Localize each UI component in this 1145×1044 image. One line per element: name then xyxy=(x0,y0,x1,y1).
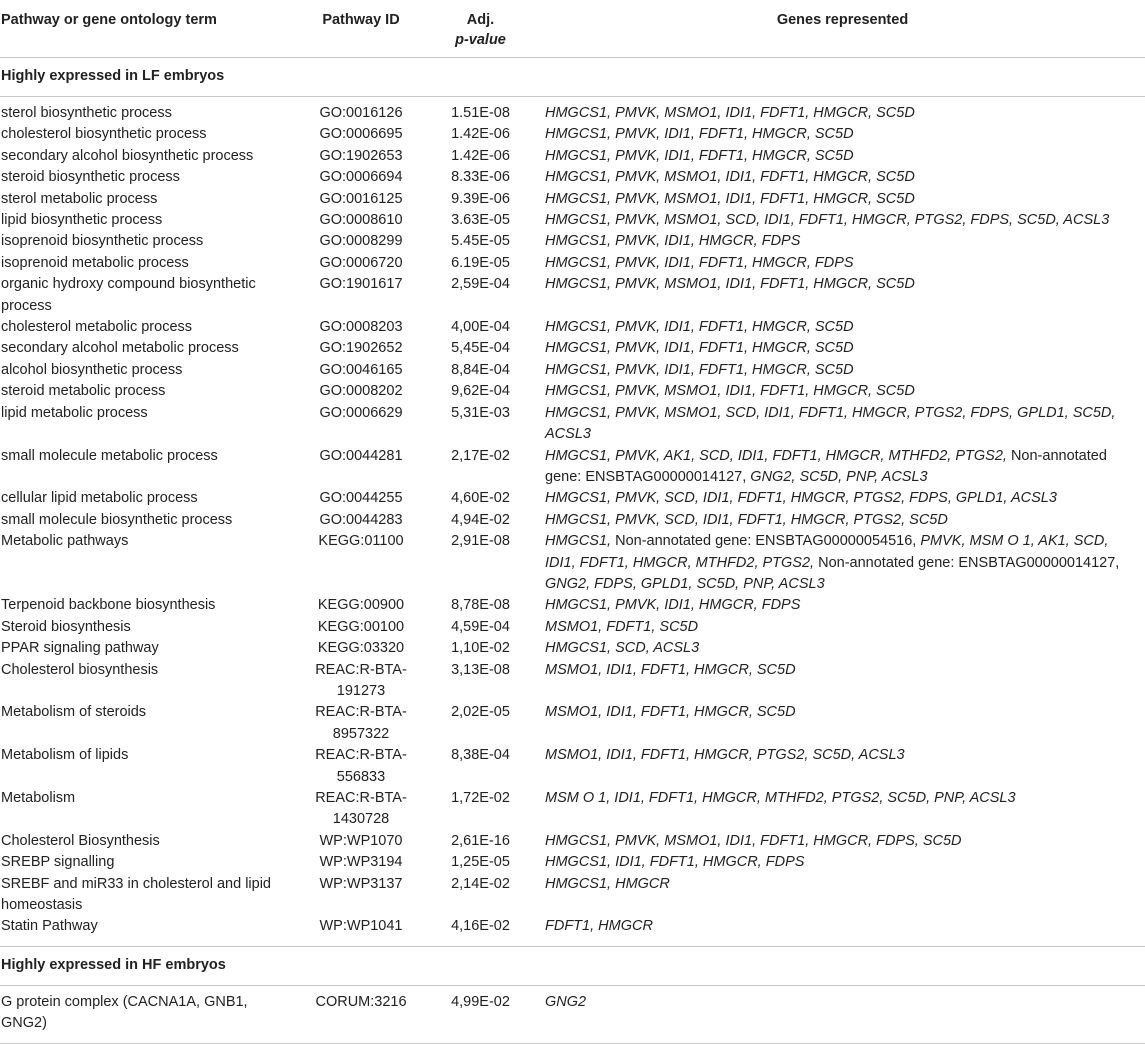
pathway-id: GO:0016125 xyxy=(319,190,403,207)
genes-represented xyxy=(540,274,1145,317)
pathway-term: cholesterol metabolic process xyxy=(1,319,193,336)
pathway-id: GO:0006720 xyxy=(319,254,403,271)
gene-list: HMGCS1, PMVK, MSMO1, IDI1, FDFT1, HMGCR, SC5D xyxy=(545,190,915,207)
gene-list: PMVK, MSM O 1, AK1, SCD, IDI1, FDFT1, HMGCR, MTHFD2, PTGS2, xyxy=(545,533,1109,571)
gene-list: HMGCS1, PMVK, IDI1, HMGCR, FDPS xyxy=(545,597,801,614)
table-row xyxy=(0,617,1145,638)
adj-p-value: 4,94E-02 xyxy=(451,511,510,528)
table-row xyxy=(0,831,1145,852)
gene-list: HMGCS1, PMVK, IDI1, FDFT1, HMGCR, SC5D xyxy=(545,147,854,164)
adj-p-value: 2,14E-02 xyxy=(451,875,510,892)
gene-list: HMGCS1, PMVK, IDI1, FDFT1, HMGCR, SC5D xyxy=(545,361,854,378)
pathway-id: GO:0006695 xyxy=(319,126,403,143)
pathway-term: sterol biosynthetic process xyxy=(1,105,172,121)
adj-p-value: 4,60E-02 xyxy=(451,490,510,507)
pathway-term: isoprenoid biosynthetic process xyxy=(1,233,204,250)
genes-represented xyxy=(540,124,1145,145)
table-row xyxy=(0,189,1145,210)
table-row xyxy=(0,210,1145,231)
pathway-id: KEGG:03320 xyxy=(317,640,405,657)
gene-list: HMGCS1, PMVK, MSMO1, SCD, IDI1, FDFT1, HMGCR, PTGS2, FDPS, GPLD1, SC5D, ACSL3 xyxy=(545,404,1116,443)
adj-p-value: 3,13E-08 xyxy=(451,661,510,678)
pathway-id: REAC:R-BTA-556833 xyxy=(315,747,407,785)
pathway-term: organic hydroxy compound biosynthetic process xyxy=(1,276,256,314)
table-row xyxy=(0,874,1145,917)
pathway-term: SREBF and miR33 in cholesterol and lipid homeostasis xyxy=(1,875,271,914)
gene-list: HMGCS1, PMVK, IDI1, FDFT1, HMGCR, SC5D xyxy=(545,319,854,336)
adj-p-value: 5,31E-03 xyxy=(451,404,510,421)
genes-represented xyxy=(540,874,1145,917)
table-row xyxy=(0,338,1145,359)
adj-p-value: 9,62E-04 xyxy=(451,383,510,400)
section-header-row xyxy=(0,946,1145,985)
pathway-term: Cholesterol Biosynthesis xyxy=(1,832,160,849)
pathway-id: REAC:R-BTA-1430728 xyxy=(315,790,407,828)
pathway-term: Metabolism of steroids xyxy=(1,704,147,721)
pathway-id: GO:0016126 xyxy=(319,105,403,121)
adj-p-value: 4,59E-04 xyxy=(451,618,510,635)
pathway-id: GO:1902652 xyxy=(319,340,403,357)
genes-represented xyxy=(540,189,1145,210)
gene-list: HMGCS1, PMVK, SCD, IDI1, FDFT1, HMGCR, PTGS2, SC5D xyxy=(545,511,948,528)
table-row xyxy=(0,510,1145,531)
pathway-id: KEGG:01100 xyxy=(318,533,404,550)
header-genes: Genes represented xyxy=(540,0,1145,58)
non-annotated-gene: Non-annotated gene: ENSBTAG00000014127, xyxy=(545,447,1107,485)
pathway-id: KEGG:00100 xyxy=(317,618,405,635)
pathway-term: Cholesterol biosynthesis xyxy=(1,661,159,678)
pathway-term: G protein complex (CACNA1A, GNB1, GNG2) xyxy=(1,993,248,1032)
table-row xyxy=(0,274,1145,317)
gene-list: HMGCS1, xyxy=(545,533,612,550)
gene-list: HMGCS1, PMVK, IDI1, HMGCR, FDPS xyxy=(545,233,801,250)
table-row xyxy=(0,103,1145,124)
gene-list: MSMO1, IDI1, FDFT1, HMGCR, SC5D xyxy=(545,661,796,678)
genes-represented xyxy=(540,852,1145,873)
genes-represented xyxy=(540,992,1145,1035)
gene-list: HMGCS1, PMVK, IDI1, FDFT1, HMGCR, SC5D xyxy=(545,126,854,143)
genes-represented xyxy=(540,231,1145,252)
header-adj-p-value xyxy=(421,0,540,58)
adj-p-value: 8.33E-06 xyxy=(451,169,510,186)
genes-represented xyxy=(540,103,1145,124)
table-row xyxy=(0,531,1145,595)
table-row xyxy=(0,595,1145,616)
adj-p-value: 2,59E-04 xyxy=(451,276,510,293)
gene-list: HMGCS1, SCD, ACSL3 xyxy=(545,640,700,657)
table-row xyxy=(0,124,1145,145)
pathway-id: REAC:R-BTA-191273 xyxy=(315,661,407,699)
pathway-id: GO:0008202 xyxy=(319,383,403,400)
table-row xyxy=(0,852,1145,873)
genes-represented xyxy=(540,660,1145,703)
genes-represented xyxy=(540,831,1145,852)
pathway-id: REAC:R-BTA-8957322 xyxy=(315,704,407,742)
pathway-id: GO:0006694 xyxy=(319,169,403,186)
pathway-term: Metabolism xyxy=(1,790,76,806)
adj-p-value: 1.42E-06 xyxy=(451,126,510,143)
adj-p-value: 8,84E-04 xyxy=(451,361,510,378)
header-p-value: p-value xyxy=(455,31,506,48)
table-row xyxy=(0,360,1145,381)
pathway-term: lipid biosynthetic process xyxy=(1,212,163,229)
gene-list: HMGCS1, PMVK, MSMO1, IDI1, FDFT1, HMGCR, SC5D xyxy=(545,276,915,293)
gene-list: MSMO1, IDI1, FDFT1, HMGCR, SC5D xyxy=(545,704,796,721)
pathway-id: GO:0046165 xyxy=(319,361,403,378)
table-row xyxy=(0,446,1145,489)
genes-represented xyxy=(540,360,1145,381)
adj-p-value: 1,72E-02 xyxy=(451,790,510,806)
pathway-id: GO:1902653 xyxy=(319,147,403,164)
gene-list: HMGCS1, PMVK, MSMO1, SCD, IDI1, FDFT1, HMGCR, PTGS2, FDPS, SC5D, ACSL3 xyxy=(545,212,1110,229)
gene-list: MSM O 1, IDI1, FDFT1, HMGCR, MTHFD2, PTGS2, SC5D, PNP, ACSL3 xyxy=(545,790,1016,806)
header-adj: Adj. xyxy=(466,12,495,28)
gene-list: GNG2 xyxy=(545,993,587,1010)
genes-represented xyxy=(540,638,1145,659)
table-row xyxy=(0,788,1145,831)
genes-represented xyxy=(540,317,1145,338)
pathway-term: Terpenoid backbone biosynthesis xyxy=(1,597,216,614)
genes-represented xyxy=(540,595,1145,616)
pathway-id: CORUM:3216 xyxy=(315,993,407,1010)
gene-list: GNG2, FDPS, GPLD1, SC5D, PNP, ACSL3 xyxy=(545,575,825,592)
section-title: Highly expressed in HF embryos xyxy=(0,946,1145,985)
adj-p-value: 2,91E-08 xyxy=(451,533,510,550)
table-row xyxy=(0,702,1145,745)
adj-p-value: 8,38E-04 xyxy=(451,747,510,764)
adj-p-value: 8,78E-08 xyxy=(451,597,510,614)
adj-p-value: 2,17E-02 xyxy=(451,447,510,464)
pathway-term: secondary alcohol metabolic process xyxy=(1,340,239,357)
table-row xyxy=(0,992,1145,1035)
genes-represented xyxy=(540,381,1145,402)
genes-represented xyxy=(540,146,1145,167)
adj-p-value: 1,10E-02 xyxy=(451,640,510,657)
table-row xyxy=(0,231,1145,252)
pathway-term: steroid metabolic process xyxy=(1,383,166,400)
section-end-rule xyxy=(0,938,1145,947)
pathway-id: GO:0044281 xyxy=(319,447,403,464)
table-row xyxy=(0,916,1145,937)
pathway-term: steroid biosynthetic process xyxy=(1,169,180,186)
genes-represented xyxy=(540,531,1145,595)
gene-list: HMGCS1, PMVK, IDI1, FDFT1, HMGCR, FDPS xyxy=(545,254,854,271)
gene-list: HMGCS1, PMVK, SCD, IDI1, FDFT1, HMGCR, PTGS2, FDPS, GPLD1, ACSL3 xyxy=(545,490,1057,507)
adj-p-value: 4,99E-02 xyxy=(451,993,510,1010)
pathway-term: cholesterol biosynthetic process xyxy=(1,126,207,143)
pathway-term: Statin Pathway xyxy=(1,918,98,935)
genes-represented xyxy=(540,745,1145,788)
pathway-term: isoprenoid metabolic process xyxy=(1,254,189,271)
pathway-term: sterol metabolic process xyxy=(1,190,158,207)
table-row xyxy=(0,146,1145,167)
gene-list: HMGCS1, IDI1, FDFT1, HMGCR, FDPS xyxy=(545,854,805,871)
pathway-term: alcohol biosynthetic process xyxy=(1,361,183,378)
table-row xyxy=(0,381,1145,402)
gene-list: HMGCS1, PMVK, MSMO1, IDI1, FDFT1, HMGCR, FDPS, SC5D xyxy=(545,832,962,849)
genes-represented xyxy=(540,916,1145,937)
gene-list: HMGCS1, PMVK, IDI1, FDFT1, HMGCR, SC5D xyxy=(545,340,854,357)
pathway-id: GO:1901617 xyxy=(319,276,403,293)
gene-list: FDFT1, HMGCR xyxy=(545,918,653,935)
genes-represented xyxy=(540,446,1145,489)
pathway-id: GO:0044255 xyxy=(319,490,403,507)
non-annotated-gene: Non-annotated gene: ENSBTAG00000054516, xyxy=(611,533,921,550)
adj-p-value: 5.45E-05 xyxy=(451,233,510,250)
genes-represented xyxy=(540,338,1145,359)
gene-list: GNG2, SC5D, PNP, ACSL3 xyxy=(750,468,928,485)
gene-list: MSMO1, FDFT1, SC5D xyxy=(545,618,699,635)
table-header xyxy=(0,0,1145,58)
pathway-id: GO:0044283 xyxy=(319,511,403,528)
adj-p-value: 2,02E-05 xyxy=(451,704,510,721)
genes-represented xyxy=(540,488,1145,509)
table-body xyxy=(0,58,1145,1044)
pathway-id: WP:WP3137 xyxy=(319,875,403,892)
table-row xyxy=(0,167,1145,188)
pathway-id: GO:0008610 xyxy=(319,212,403,229)
section-header-row xyxy=(0,58,1145,97)
non-annotated-gene: Non-annotated gene: ENSBTAG00000014127, xyxy=(814,554,1120,571)
adj-p-value: 1,25E-05 xyxy=(451,854,510,871)
table-row xyxy=(0,488,1145,509)
genes-represented xyxy=(540,403,1145,446)
gene-list: HMGCS1, PMVK, AK1, SCD, IDI1, FDFT1, HMGCR, MTHFD2, PTGS2, xyxy=(545,447,1007,464)
adj-p-value: 1.42E-06 xyxy=(451,147,510,164)
header-term: Pathway or gene ontology term xyxy=(0,0,301,58)
genes-represented xyxy=(540,510,1145,531)
table-row xyxy=(0,403,1145,446)
pathway-term: SREBP signalling xyxy=(1,854,115,871)
adj-p-value: 2,61E-16 xyxy=(451,832,510,849)
genes-represented xyxy=(540,617,1145,638)
pathway-term: Metabolic pathways xyxy=(1,533,129,550)
gene-list: HMGCS1, PMVK, MSMO1, IDI1, FDFT1, HMGCR, SC5D xyxy=(545,169,915,186)
table-row xyxy=(0,253,1145,274)
pathway-id: GO:0008203 xyxy=(319,319,403,336)
gene-list: HMGCS1, HMGCR xyxy=(545,875,670,892)
genes-represented xyxy=(540,788,1145,831)
header-pathway-id: Pathway ID xyxy=(301,0,421,58)
genes-represented xyxy=(540,253,1145,274)
adj-p-value: 1.51E-08 xyxy=(451,105,510,121)
gene-list: HMGCS1, PMVK, MSMO1, IDI1, FDFT1, HMGCR, SC5D xyxy=(545,383,915,400)
adj-p-value: 4,00E-04 xyxy=(451,319,510,336)
genes-represented xyxy=(540,702,1145,745)
table-end-rule xyxy=(0,1035,1145,1044)
pathway-term: secondary alcohol biosynthetic process xyxy=(1,147,254,164)
pathway-id: KEGG:00900 xyxy=(317,597,405,614)
pathway-term: lipid metabolic process xyxy=(1,404,148,421)
gene-list: MSMO1, IDI1, FDFT1, HMGCR, PTGS2, SC5D, ACSL3 xyxy=(545,747,905,764)
adj-p-value: 6.19E-05 xyxy=(451,254,510,271)
pathway-id: WP:WP3194 xyxy=(319,854,403,871)
table-row xyxy=(0,745,1145,788)
pathway-term: cellular lipid metabolic process xyxy=(1,490,198,507)
pathway-id: WP:WP1041 xyxy=(319,918,403,935)
table-row xyxy=(0,638,1145,659)
genes-represented xyxy=(540,210,1145,231)
adj-p-value: 4,16E-02 xyxy=(451,918,510,935)
adj-p-value: 9.39E-06 xyxy=(451,190,510,207)
genes-represented xyxy=(540,167,1145,188)
pathway-id: GO:0006629 xyxy=(319,404,403,421)
section-title: Highly expressed in LF embryos xyxy=(0,58,1145,97)
pathway-term: Steroid biosynthesis xyxy=(1,618,131,635)
table-row xyxy=(0,317,1145,338)
pathway-id: WP:WP1070 xyxy=(319,832,403,849)
gene-list: HMGCS1, PMVK, MSMO1, IDI1, FDFT1, HMGCR, SC5D xyxy=(545,105,915,121)
adj-p-value: 3.63E-05 xyxy=(451,212,510,229)
pathway-term: small molecule biosynthetic process xyxy=(1,511,233,528)
table-row xyxy=(0,660,1145,703)
adj-p-value: 5,45E-04 xyxy=(451,340,510,357)
pathway-term: small molecule metabolic process xyxy=(1,447,218,464)
pathway-term: Metabolism of lipids xyxy=(1,747,129,764)
pathway-term: PPAR signaling pathway xyxy=(1,640,159,657)
pathway-id: GO:0008299 xyxy=(319,233,403,250)
